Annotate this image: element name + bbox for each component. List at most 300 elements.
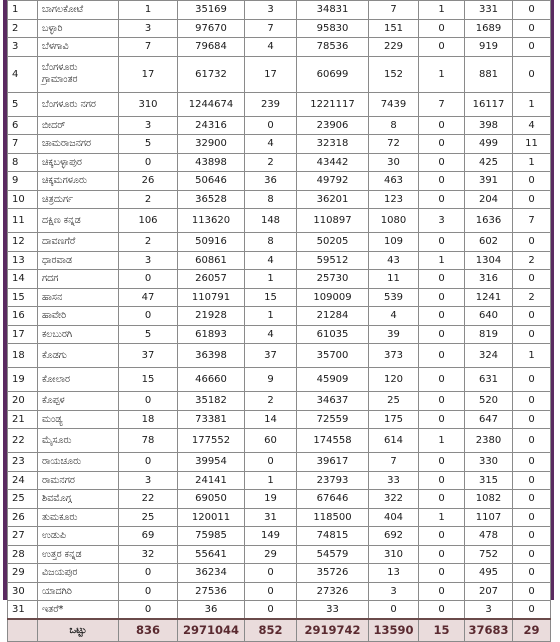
value-cell: 0 — [419, 564, 465, 583]
district-name-cell: ಗದಗ — [38, 270, 119, 289]
serial-number-cell: 26 — [8, 508, 38, 527]
value-cell: 33 — [369, 471, 419, 490]
value-cell: 520 — [465, 392, 513, 411]
value-cell: 113620 — [178, 209, 245, 233]
serial-number-cell: 27 — [8, 527, 38, 546]
value-cell: 0 — [513, 233, 551, 252]
value-cell: 0 — [245, 582, 297, 601]
district-name-cell: ಇತರೆ* — [38, 601, 119, 620]
serial-number-cell: 24 — [8, 471, 38, 490]
district-name-cell: ಕೊಡಗು — [38, 344, 119, 368]
value-cell: 2 — [513, 251, 551, 270]
table-row — [8, 344, 551, 368]
value-cell: 35700 — [297, 344, 369, 368]
table-row — [8, 233, 551, 252]
value-cell: 25 — [369, 392, 419, 411]
value-cell: 120011 — [178, 508, 245, 527]
district-name-cell: ಮೈಸೂರು — [38, 429, 119, 453]
value-cell: 647 — [465, 410, 513, 429]
value-cell: 478 — [465, 527, 513, 546]
value-cell: 97670 — [178, 19, 245, 38]
value-cell: 79684 — [178, 38, 245, 57]
value-cell: 32318 — [297, 135, 369, 154]
district-name-cell: ಕಲಬುರಗಿ — [38, 325, 119, 344]
value-cell: 69 — [119, 527, 178, 546]
value-cell: 74815 — [297, 527, 369, 546]
table-body — [8, 1, 551, 642]
value-cell: 373 — [369, 344, 419, 368]
value-cell: 0 — [419, 545, 465, 564]
serial-number-cell: 7 — [8, 135, 38, 154]
value-cell: 5 — [119, 135, 178, 154]
value-cell: 72 — [369, 135, 419, 154]
district-name-cell: ಉಡುಪಿ — [38, 527, 119, 546]
value-cell: 5 — [119, 325, 178, 344]
value-cell: 14 — [245, 410, 297, 429]
table-row — [8, 56, 551, 92]
value-cell: 0 — [119, 453, 178, 472]
value-cell: 229 — [369, 38, 419, 57]
value-cell: 23793 — [297, 471, 369, 490]
value-cell: 109 — [369, 233, 419, 252]
value-cell: 239 — [245, 92, 297, 116]
value-cell: 0 — [419, 288, 465, 307]
value-cell: 0 — [419, 527, 465, 546]
value-cell: 27326 — [297, 582, 369, 601]
value-cell: 495 — [465, 564, 513, 583]
serial-number-cell: 13 — [8, 251, 38, 270]
value-cell: 0 — [419, 601, 465, 620]
value-cell: 60861 — [178, 251, 245, 270]
value-cell: 43442 — [297, 153, 369, 172]
value-cell: 30 — [369, 153, 419, 172]
serial-number-cell: 20 — [8, 392, 38, 411]
value-cell: 37 — [119, 344, 178, 368]
table-row — [8, 545, 551, 564]
value-cell: 34637 — [297, 392, 369, 411]
serial-number-cell: 1 — [8, 1, 38, 20]
district-name-cell: ಉತ್ತರ ಕನ್ನಡ — [38, 545, 119, 564]
value-cell: 1107 — [465, 508, 513, 527]
serial-number-cell: 16 — [8, 307, 38, 326]
value-cell: 23906 — [297, 116, 369, 135]
value-cell: 148 — [245, 209, 297, 233]
value-cell: 37 — [245, 344, 297, 368]
value-cell: 50916 — [178, 233, 245, 252]
serial-number-cell: 31 — [8, 601, 38, 620]
serial-number-cell: 21 — [8, 410, 38, 429]
value-cell: 404 — [369, 508, 419, 527]
value-cell: 19 — [245, 490, 297, 509]
value-cell: 110791 — [178, 288, 245, 307]
value-cell: 49792 — [297, 172, 369, 191]
value-cell: 7 — [245, 19, 297, 38]
value-cell: 43898 — [178, 153, 245, 172]
value-cell: 0 — [419, 307, 465, 326]
value-cell: 110897 — [297, 209, 369, 233]
value-cell: 36201 — [297, 190, 369, 209]
table-row — [8, 325, 551, 344]
value-cell: 16117 — [465, 92, 513, 116]
value-cell: 0 — [119, 153, 178, 172]
value-cell: 35169 — [178, 1, 245, 20]
value-cell: 0 — [419, 172, 465, 191]
value-cell: 46660 — [178, 368, 245, 392]
value-cell: 0 — [513, 19, 551, 38]
value-cell: 0 — [513, 582, 551, 601]
value-cell: 17 — [119, 56, 178, 92]
district-name-cell: ಬೀದರ್ — [38, 116, 119, 135]
value-cell: 752 — [465, 545, 513, 564]
value-cell: 0 — [419, 38, 465, 57]
value-cell: 36 — [178, 601, 245, 620]
total-blank-cell — [8, 619, 38, 641]
value-cell: 35726 — [297, 564, 369, 583]
serial-number-cell: 25 — [8, 490, 38, 509]
district-name-cell: ಬಾಗಲಕೋಟೆ — [38, 1, 119, 20]
value-cell: 0 — [513, 1, 551, 20]
total-row — [8, 619, 551, 641]
value-cell: 175 — [369, 410, 419, 429]
table-row — [8, 564, 551, 583]
value-cell: 0 — [119, 270, 178, 289]
value-cell: 25 — [119, 508, 178, 527]
value-cell: 2380 — [465, 429, 513, 453]
table-row — [8, 307, 551, 326]
district-name-cell: ಯಾದಗಿರಿ — [38, 582, 119, 601]
district-name-cell: ಚಾಮರಾಜನಗರ — [38, 135, 119, 154]
value-cell: 35182 — [178, 392, 245, 411]
value-cell: 3 — [119, 251, 178, 270]
table-row — [8, 508, 551, 527]
value-cell: 1 — [419, 429, 465, 453]
value-cell: 0 — [513, 172, 551, 191]
value-cell: 322 — [369, 490, 419, 509]
district-name-cell: ಶಿವಮೊಗ್ಗ — [38, 490, 119, 509]
value-cell: 0 — [419, 410, 465, 429]
value-cell: 0 — [419, 116, 465, 135]
table-row — [8, 288, 551, 307]
value-cell: 4 — [245, 251, 297, 270]
value-cell: 1304 — [465, 251, 513, 270]
value-cell: 1 — [119, 1, 178, 20]
value-cell: 69050 — [178, 490, 245, 509]
value-cell: 7 — [369, 1, 419, 20]
value-cell: 0 — [513, 429, 551, 453]
serial-number-cell: 4 — [8, 56, 38, 92]
value-cell: 50205 — [297, 233, 369, 252]
value-cell: 21928 — [178, 307, 245, 326]
value-cell: 0 — [245, 453, 297, 472]
total-value-cell: 2919742 — [297, 619, 369, 641]
value-cell: 1241 — [465, 288, 513, 307]
value-cell: 59512 — [297, 251, 369, 270]
value-cell: 32 — [119, 545, 178, 564]
value-cell: 120 — [369, 368, 419, 392]
value-cell: 47 — [119, 288, 178, 307]
value-cell: 0 — [419, 190, 465, 209]
value-cell: 0 — [513, 490, 551, 509]
value-cell: 614 — [369, 429, 419, 453]
serial-number-cell: 15 — [8, 288, 38, 307]
value-cell: 106 — [119, 209, 178, 233]
value-cell: 0 — [419, 19, 465, 38]
total-value-cell: 836 — [119, 619, 178, 641]
value-cell: 3 — [119, 471, 178, 490]
serial-number-cell: 22 — [8, 429, 38, 453]
serial-number-cell: 18 — [8, 344, 38, 368]
value-cell: 207 — [465, 582, 513, 601]
value-cell: 109009 — [297, 288, 369, 307]
value-cell: 24316 — [178, 116, 245, 135]
value-cell: 1689 — [465, 19, 513, 38]
serial-number-cell: 12 — [8, 233, 38, 252]
district-name-cell: ದಕ್ಷಿಣ ಕನ್ನಡ — [38, 209, 119, 233]
table-row — [8, 582, 551, 601]
value-cell: 1 — [245, 270, 297, 289]
value-cell: 78536 — [297, 38, 369, 57]
value-cell: 36398 — [178, 344, 245, 368]
district-name-cell: ಬೆಳಗಾವಿ — [38, 38, 119, 57]
serial-number-cell: 23 — [8, 453, 38, 472]
total-value-cell: 13590 — [369, 619, 419, 641]
value-cell: 9 — [245, 368, 297, 392]
value-cell: 0 — [119, 601, 178, 620]
value-cell: 0 — [419, 368, 465, 392]
value-cell: 881 — [465, 56, 513, 92]
serial-number-cell: 6 — [8, 116, 38, 135]
value-cell: 324 — [465, 344, 513, 368]
value-cell: 0 — [245, 564, 297, 583]
value-cell: 0 — [419, 453, 465, 472]
value-cell: 0 — [513, 325, 551, 344]
value-cell: 3 — [119, 116, 178, 135]
total-value-cell: 852 — [245, 619, 297, 641]
value-cell: 61732 — [178, 56, 245, 92]
district-name-cell: ಧಾರವಾಡ — [38, 251, 119, 270]
value-cell: 0 — [513, 56, 551, 92]
value-cell: 1 — [513, 344, 551, 368]
table-row — [8, 135, 551, 154]
value-cell: 1244674 — [178, 92, 245, 116]
value-cell: 61035 — [297, 325, 369, 344]
value-cell: 0 — [513, 601, 551, 620]
value-cell: 0 — [419, 135, 465, 154]
value-cell: 0 — [119, 582, 178, 601]
value-cell: 15 — [245, 288, 297, 307]
value-cell: 50646 — [178, 172, 245, 191]
district-name-cell: ಹಾಸನ — [38, 288, 119, 307]
value-cell: 0 — [419, 392, 465, 411]
value-cell: 22 — [119, 490, 178, 509]
district-name-cell: ಚಿಕ್ಕಮಗಳೂರು — [38, 172, 119, 191]
value-cell: 11 — [369, 270, 419, 289]
district-name-cell: ತುಮಕೂರು — [38, 508, 119, 527]
value-cell: 1636 — [465, 209, 513, 233]
value-cell: 1 — [513, 92, 551, 116]
district-name-cell: ರಾಮನಗರ — [38, 471, 119, 490]
table-row — [8, 1, 551, 20]
table-row — [8, 471, 551, 490]
value-cell: 0 — [513, 545, 551, 564]
district-name-cell: ಬೆಂಗಳೂರು ನಗರ — [38, 92, 119, 116]
value-cell: 0 — [513, 190, 551, 209]
total-value-cell: 2971044 — [178, 619, 245, 641]
value-cell: 0 — [513, 527, 551, 546]
value-cell: 3 — [119, 19, 178, 38]
value-cell: 55641 — [178, 545, 245, 564]
value-cell: 0 — [419, 325, 465, 344]
value-cell: 0 — [513, 410, 551, 429]
district-covid-table — [7, 0, 551, 642]
serial-number-cell: 28 — [8, 545, 38, 564]
value-cell: 25730 — [297, 270, 369, 289]
table-row — [8, 38, 551, 57]
district-name-cell: ದಾವಣಗೆರೆ — [38, 233, 119, 252]
value-cell: 631 — [465, 368, 513, 392]
value-cell: 61893 — [178, 325, 245, 344]
value-cell: 2 — [119, 233, 178, 252]
value-cell: 177552 — [178, 429, 245, 453]
value-cell: 43 — [369, 251, 419, 270]
total-label: ಒಟ್ಟು — [38, 619, 119, 641]
value-cell: 3 — [245, 1, 297, 20]
value-cell: 0 — [419, 582, 465, 601]
value-cell: 78 — [119, 429, 178, 453]
table-row — [8, 453, 551, 472]
value-cell: 8 — [369, 116, 419, 135]
value-cell: 39954 — [178, 453, 245, 472]
value-cell: 67646 — [297, 490, 369, 509]
table-row — [8, 116, 551, 135]
value-cell: 24141 — [178, 471, 245, 490]
value-cell: 151 — [369, 19, 419, 38]
value-cell: 330 — [465, 453, 513, 472]
value-cell: 27536 — [178, 582, 245, 601]
value-cell: 0 — [513, 270, 551, 289]
value-cell: 0 — [119, 307, 178, 326]
value-cell: 1 — [245, 307, 297, 326]
total-value-cell: 29 — [513, 619, 551, 641]
value-cell: 123 — [369, 190, 419, 209]
serial-number-cell: 30 — [8, 582, 38, 601]
value-cell: 316 — [465, 270, 513, 289]
value-cell: 0 — [513, 307, 551, 326]
value-cell: 391 — [465, 172, 513, 191]
value-cell: 0 — [419, 233, 465, 252]
value-cell: 54579 — [297, 545, 369, 564]
table-row — [8, 368, 551, 392]
value-cell: 1 — [419, 56, 465, 92]
serial-number-cell: 19 — [8, 368, 38, 392]
district-name-cell: ಹಾವೇರಿ — [38, 307, 119, 326]
value-cell: 692 — [369, 527, 419, 546]
value-cell: 18 — [119, 410, 178, 429]
value-cell: 1221117 — [297, 92, 369, 116]
value-cell: 0 — [513, 38, 551, 57]
table-row — [8, 172, 551, 191]
value-cell: 4 — [245, 38, 297, 57]
value-cell: 315 — [465, 471, 513, 490]
table-row — [8, 601, 551, 620]
value-cell: 331 — [465, 1, 513, 20]
value-cell: 0 — [513, 368, 551, 392]
value-cell: 0 — [245, 116, 297, 135]
value-cell: 15 — [119, 368, 178, 392]
value-cell: 0 — [245, 601, 297, 620]
value-cell: 4 — [245, 325, 297, 344]
serial-number-cell: 8 — [8, 153, 38, 172]
value-cell: 463 — [369, 172, 419, 191]
value-cell: 72559 — [297, 410, 369, 429]
value-cell: 7439 — [369, 92, 419, 116]
district-name-cell: ಮಂಡ್ಯ — [38, 410, 119, 429]
district-name-cell: ಚಿಕ್ಕಬಳ್ಳಾಪುರ — [38, 153, 119, 172]
value-cell: 45909 — [297, 368, 369, 392]
district-name-cell: ರಾಯಚೂರು — [38, 453, 119, 472]
value-cell: 819 — [465, 325, 513, 344]
district-name-cell: ಕೊಪ್ಪಳ — [38, 392, 119, 411]
table-row — [8, 153, 551, 172]
value-cell: 118500 — [297, 508, 369, 527]
district-name-cell: ಕೋಲಾರ — [38, 368, 119, 392]
table-row — [8, 527, 551, 546]
value-cell: 8 — [245, 233, 297, 252]
value-cell: 602 — [465, 233, 513, 252]
table-row — [8, 392, 551, 411]
serial-number-cell: 29 — [8, 564, 38, 583]
value-cell: 1 — [245, 471, 297, 490]
value-cell: 0 — [119, 564, 178, 583]
value-cell: 34831 — [297, 1, 369, 20]
district-name-cell: ಬಳ್ಳಾರಿ — [38, 19, 119, 38]
table-row — [8, 209, 551, 233]
total-value-cell: 37683 — [465, 619, 513, 641]
serial-number-cell: 2 — [8, 19, 38, 38]
value-cell: 1080 — [369, 209, 419, 233]
value-cell: 1082 — [465, 490, 513, 509]
value-cell: 2 — [245, 392, 297, 411]
value-cell: 1 — [513, 153, 551, 172]
value-cell: 26 — [119, 172, 178, 191]
value-cell: 3 — [369, 582, 419, 601]
table-row — [8, 270, 551, 289]
value-cell: 398 — [465, 116, 513, 135]
value-cell: 13 — [369, 564, 419, 583]
value-cell: 152 — [369, 56, 419, 92]
value-cell: 0 — [513, 392, 551, 411]
value-cell: 640 — [465, 307, 513, 326]
value-cell: 75985 — [178, 527, 245, 546]
value-cell: 539 — [369, 288, 419, 307]
value-cell: 17 — [245, 56, 297, 92]
value-cell: 32900 — [178, 135, 245, 154]
value-cell: 36234 — [178, 564, 245, 583]
value-cell: 174558 — [297, 429, 369, 453]
table-row — [8, 429, 551, 453]
value-cell: 7 — [369, 453, 419, 472]
value-cell: 0 — [419, 153, 465, 172]
value-cell: 1 — [419, 1, 465, 20]
value-cell: 0 — [513, 471, 551, 490]
table-row — [8, 190, 551, 209]
serial-number-cell: 3 — [8, 38, 38, 57]
value-cell: 0 — [513, 508, 551, 527]
value-cell: 36528 — [178, 190, 245, 209]
serial-number-cell: 14 — [8, 270, 38, 289]
value-cell: 7 — [419, 92, 465, 116]
value-cell: 0 — [513, 564, 551, 583]
